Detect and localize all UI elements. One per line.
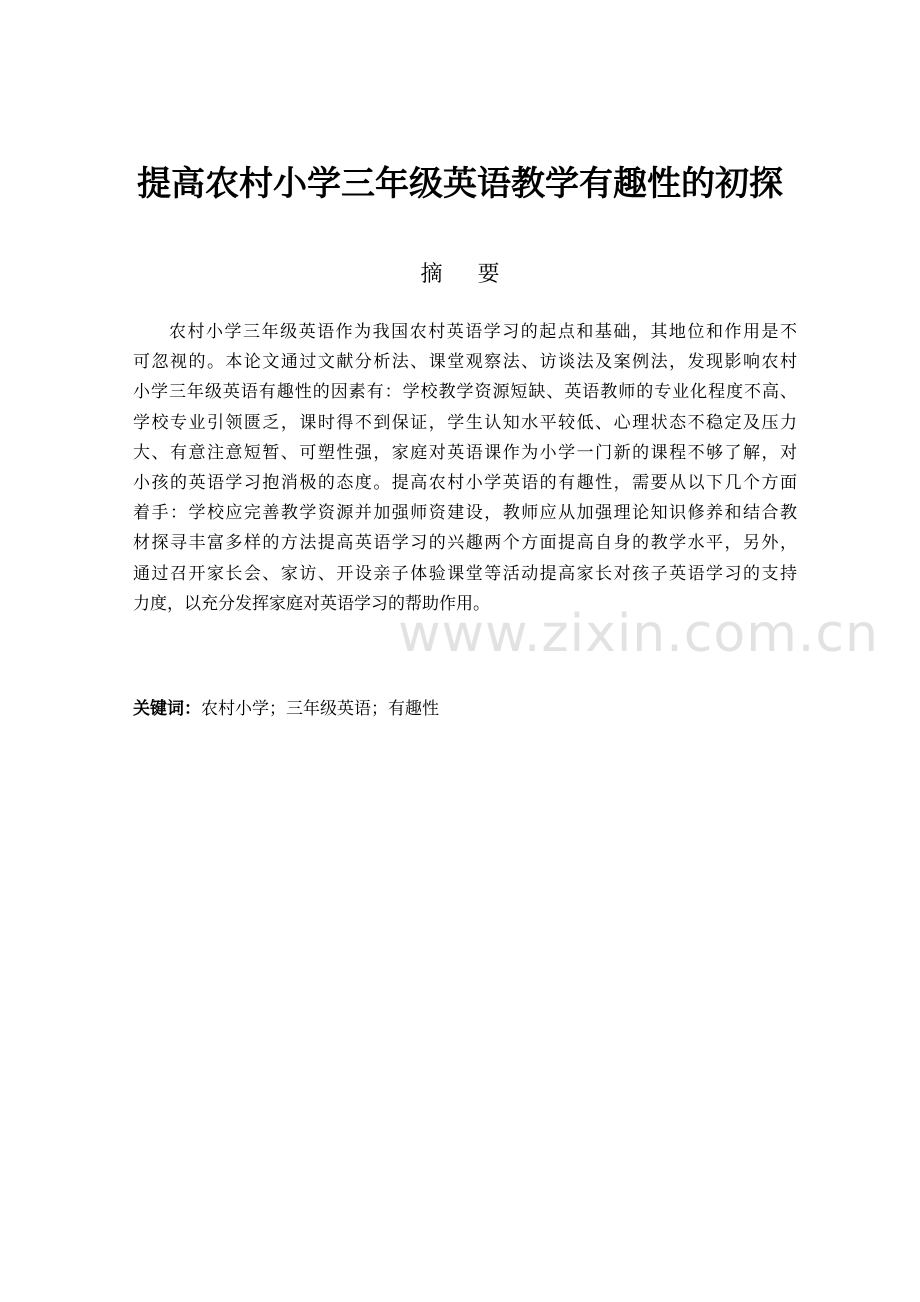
abstract-line: 通过召开家长会、家访、开设亲子体验课堂等活动提高家长对孩子英语学习的支持: [133, 563, 797, 584]
abstract-line: 学校专业引领匮乏，课时得不到保证，学生认知水平较低、心理状态不稳定及压力: [133, 412, 797, 433]
abstract-line: 材探寻丰富多样的方法提高英语学习的兴趣两个方面提高自身的教学水平，另外，: [133, 533, 797, 554]
abstract-line: 大、有意注意短暂、可塑性强，家庭对英语课作为小学一门新的课程不够了解，对: [133, 442, 797, 463]
abstract-line: 可忽视的。本论文通过文献分析法、课堂观察法、访谈法及案例法，发现影响农村: [133, 352, 797, 373]
watermark-text: www.zixin.com.cn: [398, 604, 879, 664]
abstract-line: 农村小学三年级英语作为我国农村英语学习的起点和基础，其地位和作用是不: [169, 322, 797, 342]
abstract-line: 着手：学校应完善教学资源并加强师资建设，教师应从加强理论知识修养和结合教: [133, 503, 797, 524]
keywords-line: [133, 695, 439, 723]
keywords-text: 农村小学；三年级英语；有趣性: [201, 699, 439, 719]
abstract-line: 力度，以充分发挥家庭对英语学习的帮助作用。: [133, 593, 490, 614]
abstract-line: 小学三年级英语有趣性的因素有：学校教学资源短缺、英语教师的专业化程度不高、: [133, 382, 797, 403]
document-title: 提高农村小学三年级英语教学有趣性的初探: [137, 164, 783, 204]
abstract-heading: 摘 要: [420, 262, 514, 287]
abstract-paragraph: [133, 317, 797, 619]
abstract-line: 小孩的英语学习抱消极的态度。提高农村小学英语的有趣性，需要从以下几个方面: [133, 472, 797, 493]
keywords-label: 关键词：: [133, 699, 201, 719]
